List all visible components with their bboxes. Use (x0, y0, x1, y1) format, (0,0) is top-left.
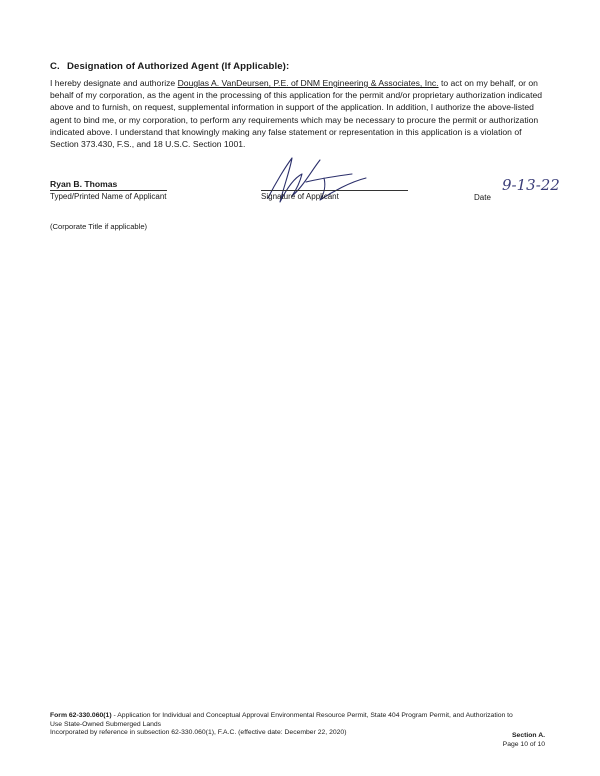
signature-line (261, 190, 408, 191)
signature-label: Signature of Applicant (261, 192, 339, 201)
page-number: Page 10 of 10 (502, 741, 545, 748)
section-heading (50, 61, 289, 72)
authorization-paragraph (50, 77, 550, 150)
applicant-name: Ryan B. Thomas (50, 179, 118, 189)
handwritten-date (500, 170, 586, 200)
form-footer-line (50, 712, 520, 729)
paragraph-lead: I hereby designate and authorize (50, 78, 178, 88)
agent-name: Douglas A. VanDeursen, P.E. of DNM Engineering & Associates, Inc. (177, 78, 439, 88)
handwritten-signature (262, 152, 372, 210)
section-title: Designation of Authorized Agent (If Applicable): (67, 61, 290, 72)
form-id: Form 62-330.060(1) (50, 712, 112, 719)
incorporation-note: Incorporated by reference in subsection 62-330.060(1), F.A.C. (effective date: December 22, 2020) (50, 729, 347, 737)
paragraph-remainder: to act on my behalf, or on behalf of my corporation, as the agent in the processing of this application for the permit and/or proprietary authorization indicated above and to furnish, on request, supplemental information in support of the application. In addition, I authorize the above-listed agent to bind me, or my corporation, to perform any requirements which may be necessary to procure the permit or authorization indicated above. I understand that knowingly making any false statement or representation in this application is a violation of Section 373.430, F.S., and 18 U.S.C. Section 1001. (50, 78, 543, 150)
form-description: - Application for Individual and Conceptual Approval Environmental Resource Permit, State 404 Program Permit, and Authorization to Use State-Owned Submerged Lands (50, 712, 513, 728)
corporate-title-label: (Corporate Title if applicable) (50, 222, 148, 231)
section-letter: C. (50, 61, 60, 72)
form-footer (50, 712, 520, 738)
section-label: Section A. (512, 732, 545, 739)
date-label: Date (474, 193, 491, 202)
applicant-name-label: Typed/Printed Name of Applicant (50, 192, 167, 201)
svg-text:9-13-22: 9-13-22 (502, 176, 560, 194)
